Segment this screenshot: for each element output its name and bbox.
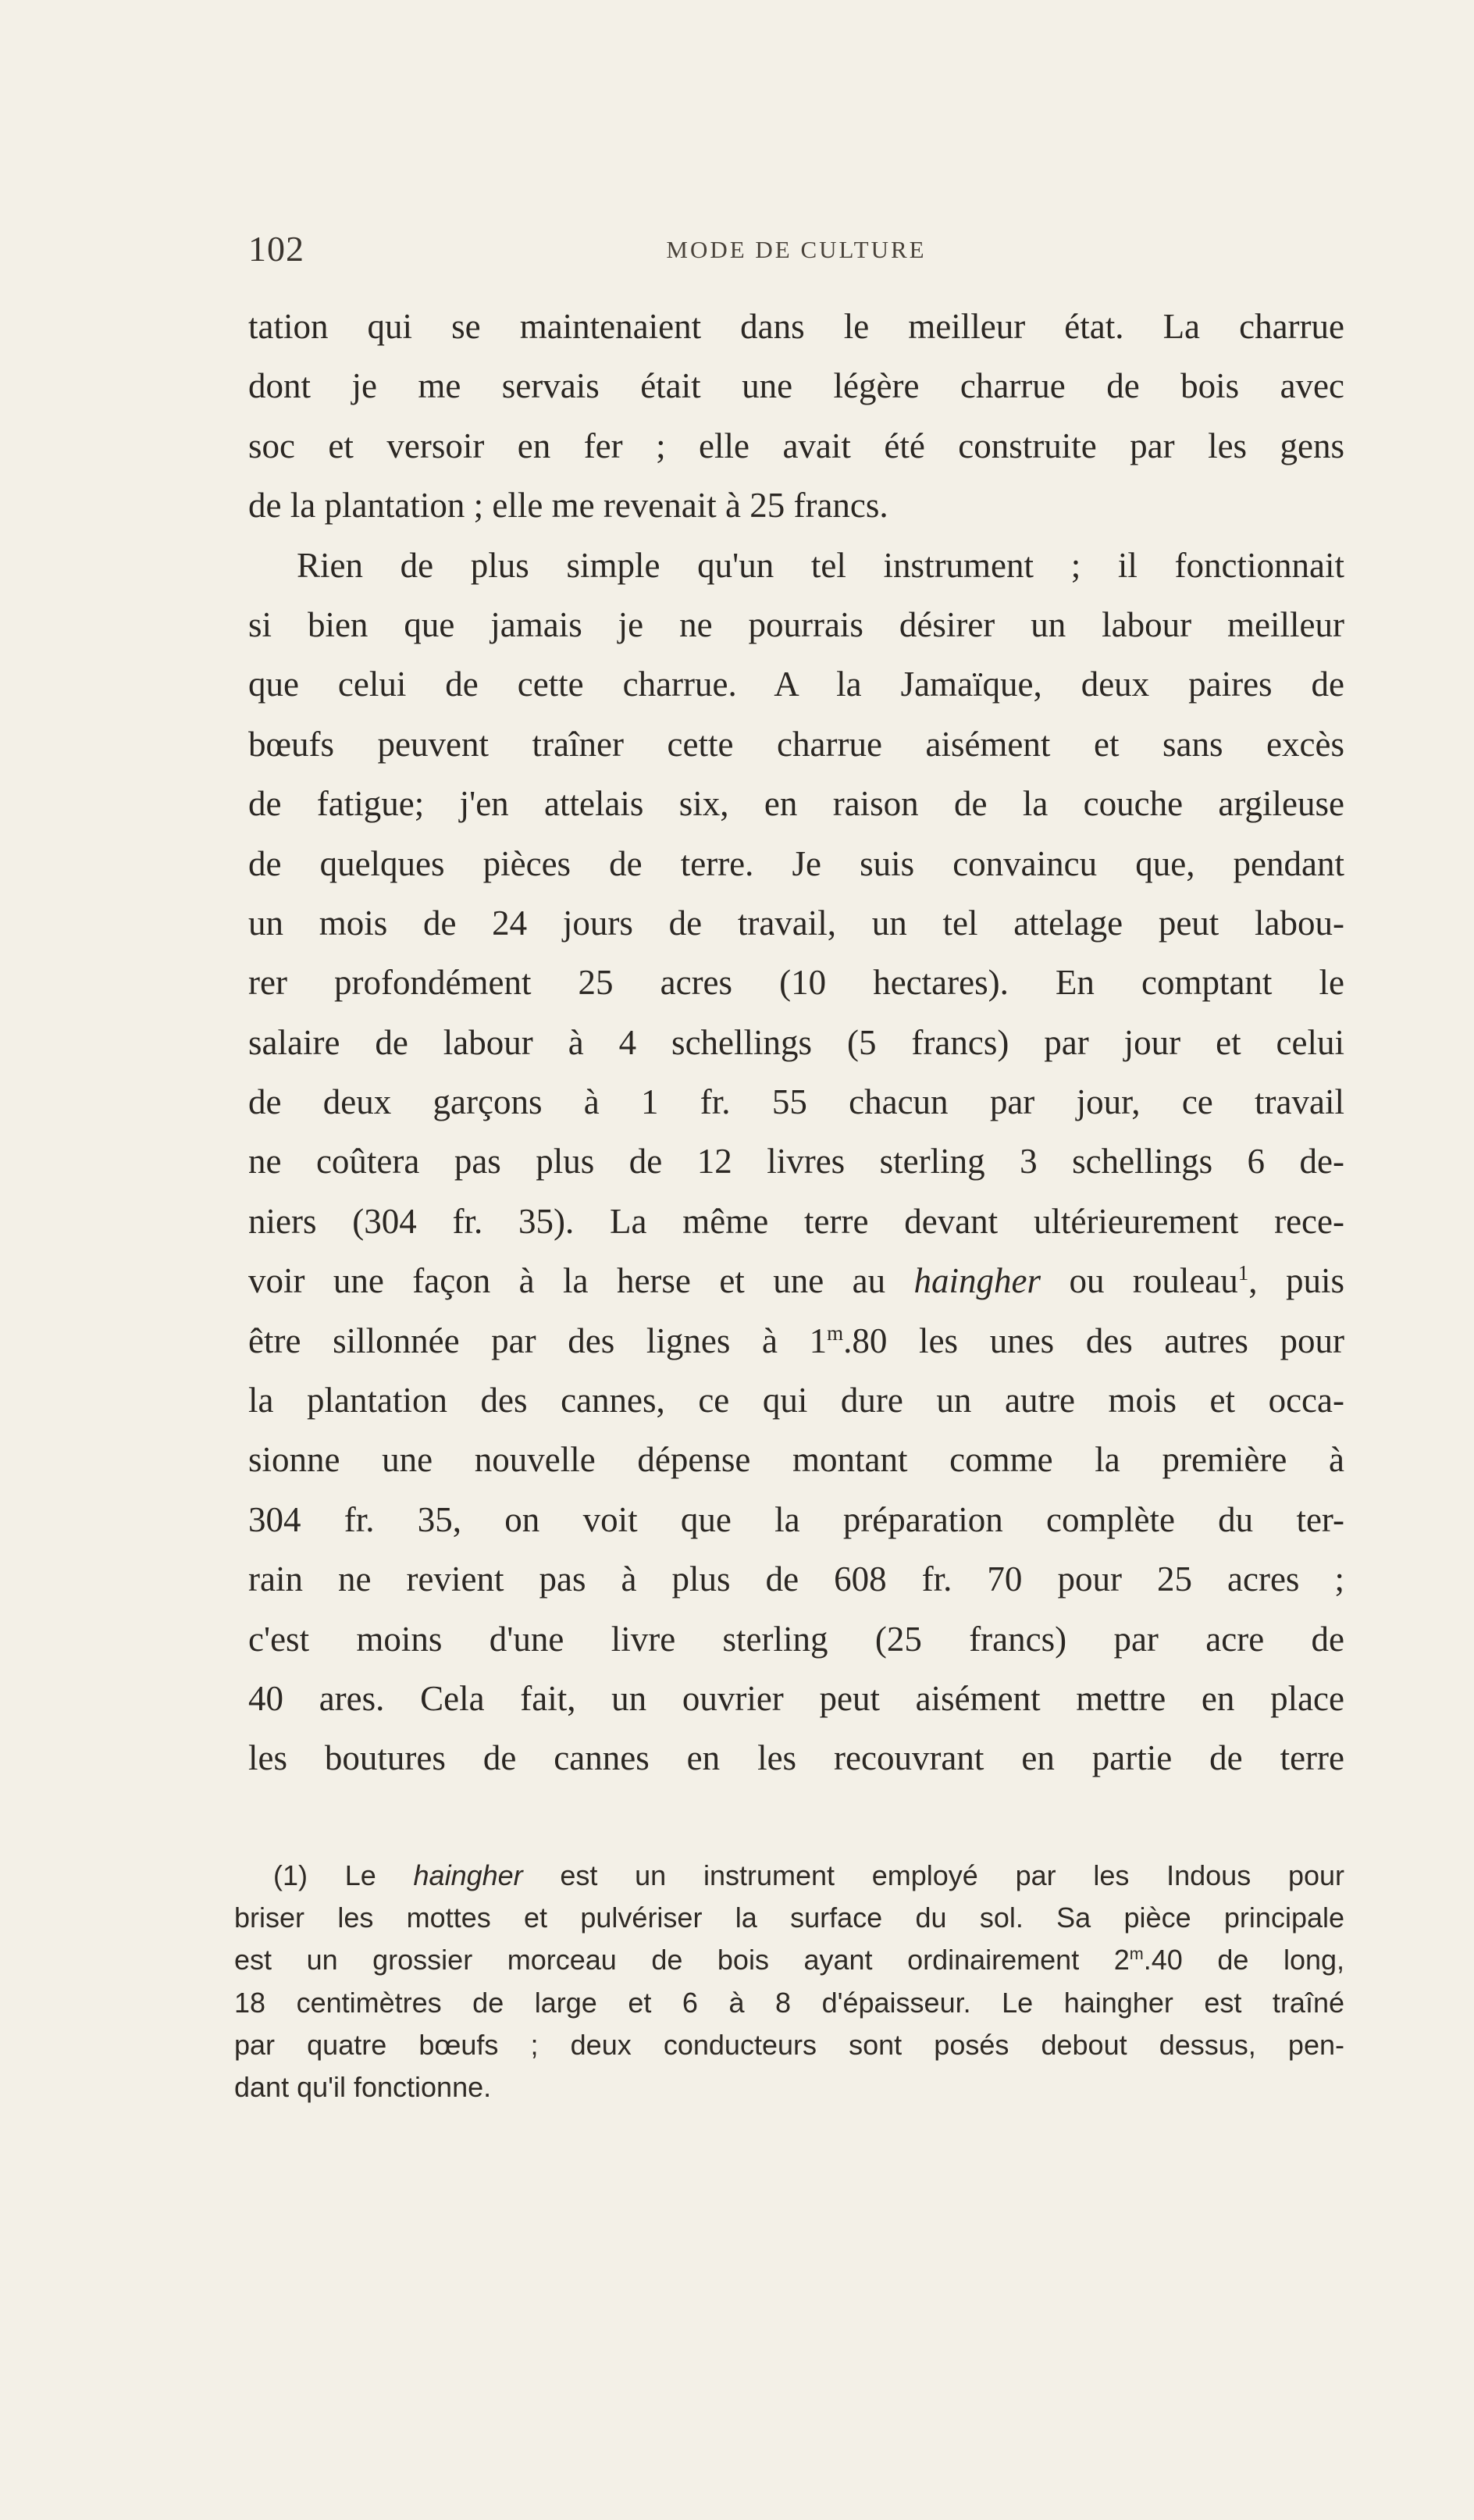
text-line: rain ne revient pas à plus de 608 fr. 70 pour 25 acres ; — [248, 1559, 1344, 1599]
text-segment: .40 de long, — [1143, 1944, 1345, 1976]
text-line: la plantation des cannes, ce qui dure un autre mois et occa- — [248, 1381, 1344, 1420]
text-line: de la plantation ; elle me revenait à 25 francs. — [248, 486, 888, 526]
footnote-line: 18 centimètres de large et 6 à 8 d'épaisseur. Le haingher est traîné — [234, 1986, 1344, 2019]
text-line: de deux garçons à 1 fr. 55 chacun par jour, ce travail — [248, 1082, 1344, 1122]
footnote-line: par quatre bœufs ; deux conducteurs sont posés debout dessus, pen- — [234, 2028, 1344, 2061]
text-line: niers (304 fr. 35). La même terre devant ultérieurement rece- — [248, 1201, 1344, 1241]
text-line: si bien que jamais je ne pourrais désirer un labour meilleur — [248, 604, 1344, 644]
text-line: les boutures de cannes en les recouvrant en partie de terre — [248, 1738, 1344, 1778]
body-text — [248, 297, 1344, 1788]
text-line: Rien de plus simple qu'un tel instrument ; il fonctionnait — [297, 545, 1344, 585]
text-line: salaire de labour à 4 schellings (5 francs) par jour et celui — [248, 1022, 1344, 1062]
text-line — [248, 1311, 1344, 1370]
text-segment: est un instrument employé par les Indous pour — [522, 1859, 1344, 1891]
page-header — [248, 228, 1344, 275]
running-title: MODE DE CULTURE — [666, 236, 927, 263]
text-line: un mois de 24 jours de travail, un tel attelage peut labou- — [248, 903, 1344, 943]
text-segment: , puis — [1248, 1261, 1344, 1301]
unit-superscript: m — [827, 1321, 844, 1345]
text-line: que celui de cette charrue. A la Jamaïque, deux paires de — [248, 665, 1344, 704]
text-line: 304 fr. 35, on voit que la préparation complète du ter- — [248, 1499, 1344, 1539]
text-segment: ou rouleau — [1041, 1261, 1238, 1301]
footnote-marker: (1) Le — [273, 1859, 414, 1891]
text-segment: voir une façon à la herse et une au — [248, 1261, 914, 1301]
unit-superscript: m — [1129, 1944, 1144, 1964]
italic-term: haingher — [413, 1859, 523, 1891]
text-line: 40 ares. Cela fait, un ouvrier peut aisément mettre en place — [248, 1678, 1344, 1718]
text-line: ne coûtera pas plus de 12 livres sterling 3 schellings 6 de- — [248, 1142, 1344, 1182]
text-line — [248, 1251, 1344, 1310]
page-number: 102 — [248, 229, 304, 269]
footnote-line: dant qu'il fonctionne. — [234, 2070, 492, 2103]
text-line: de fatigue; j'en attelais six, en raison de la couche argileuse — [248, 784, 1344, 824]
footnote-line — [234, 1939, 1344, 1981]
text-segment: être sillonnée par des lignes à 1 — [248, 1321, 828, 1360]
text-line: c'est moins d'une livre sterling (25 francs) par acre de — [248, 1619, 1344, 1659]
footnote — [234, 1855, 1344, 2108]
text-segment: .80 les unes des autres pour — [843, 1321, 1345, 1360]
text-segment: est un grossier morceau de bois ayant ordinairement 2 — [234, 1944, 1130, 1976]
text-line: sionne une nouvelle dépense montant comme la première à — [248, 1440, 1344, 1480]
text-line: tation qui se maintenaient dans le meilleur état. La charrue — [248, 307, 1344, 346]
text-line: rer profondément 25 acres (10 hectares). En comptant le — [248, 963, 1344, 1003]
footnote-line — [234, 1855, 1344, 1897]
text-line: de quelques pièces de terre. Je suis convaincu que, pendant — [248, 843, 1344, 883]
footnote-line: briser les mottes et pulvériser la surface du sol. Sa pièce principale — [234, 1902, 1344, 1934]
text-line: bœufs peuvent traîner cette charrue aisément et sans excès — [248, 724, 1344, 764]
text-line: dont je me servais était une légère charrue de bois avec — [248, 366, 1344, 406]
italic-term: haingher — [913, 1261, 1041, 1301]
footnote-reference: 1 — [1237, 1261, 1249, 1285]
text-line: soc et versoir en fer ; elle avait été construite par les gens — [248, 426, 1344, 465]
